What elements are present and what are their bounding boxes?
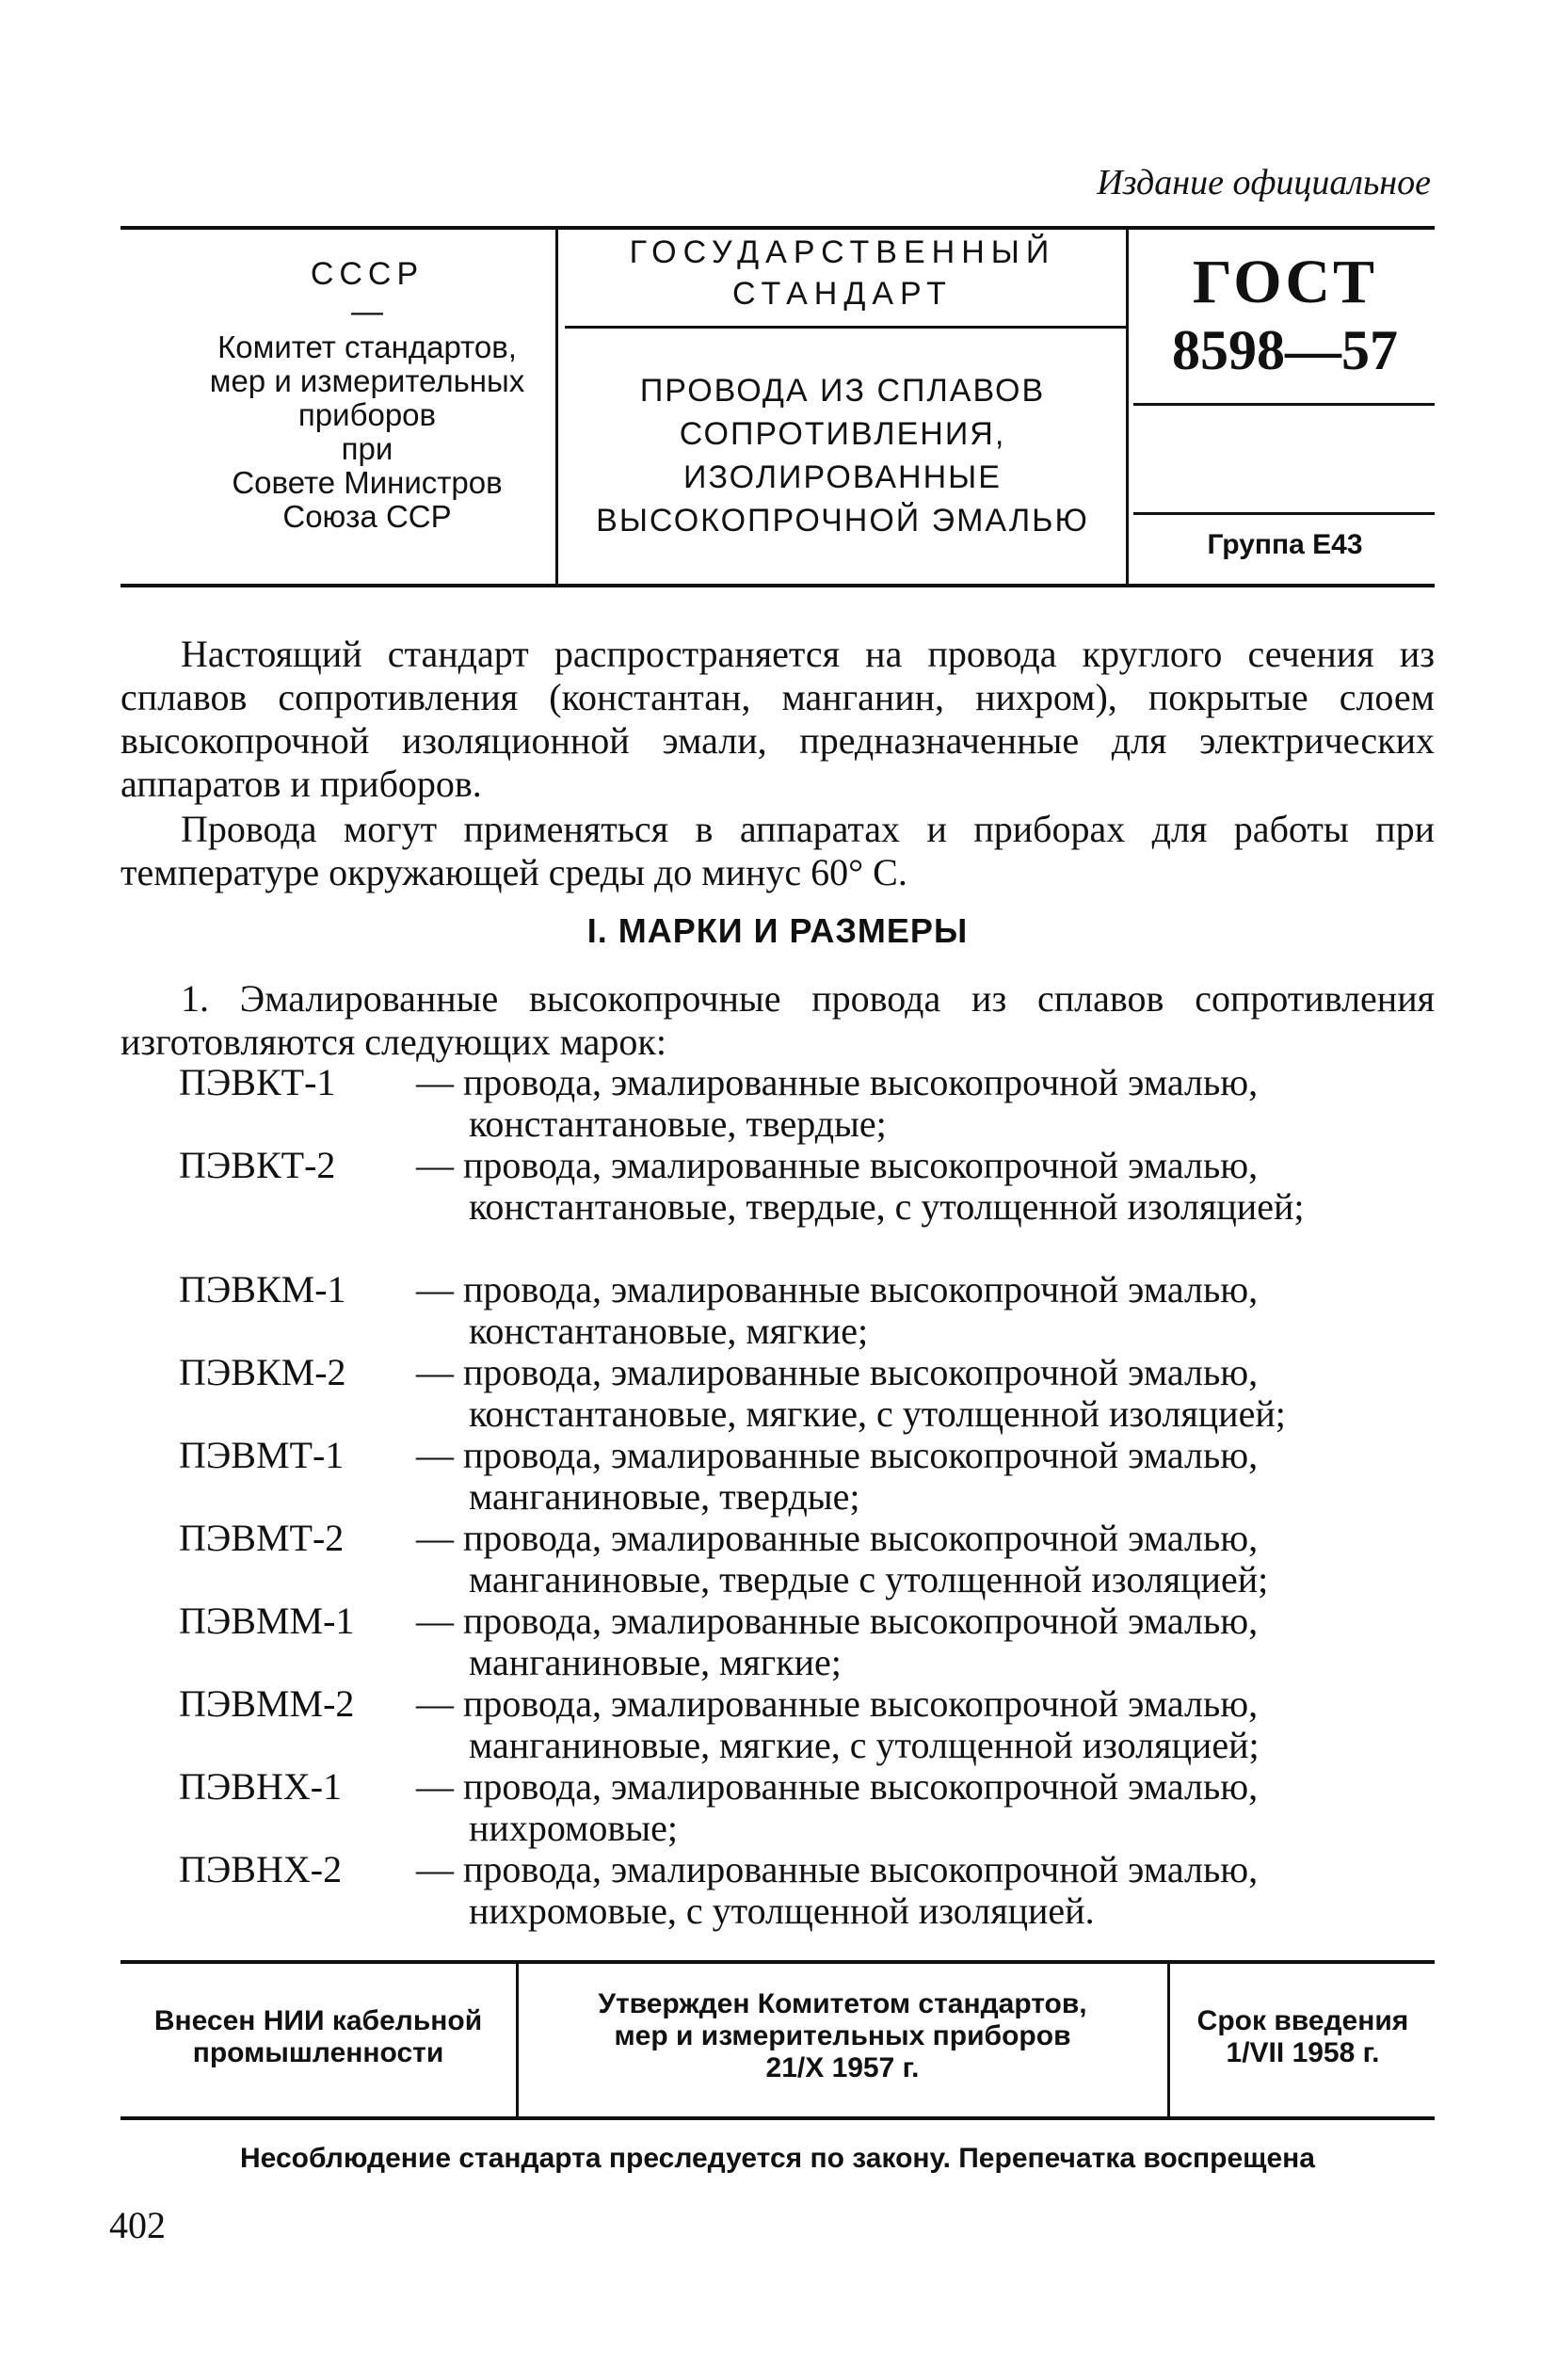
gost-number: 8598—57 (1172, 319, 1398, 381)
grade-rest: константановые, твердые; (469, 1102, 887, 1145)
gost-label: ГОСТ (1192, 248, 1378, 316)
reprint-notice: Несоблюдение стандарта преследуется по закону. Перепечатка воспрещена (240, 2143, 1315, 2174)
header-mid-rule (565, 326, 1126, 329)
approved-by (520, 1988, 1165, 2084)
header-top-rule (120, 226, 1435, 230)
grade-code: ПЭВМТ-2 (179, 1517, 345, 1559)
grade-code: ПЭВМТ-1 (179, 1434, 345, 1476)
title-line: ВЫСОКОПРОЧНОЙ ЭМАЛЬЮ (596, 503, 1089, 539)
grade-code: ПЭВКМ-2 (179, 1351, 346, 1393)
grade-line1: — провода, эмалированные высокопрочной эмалью, (416, 1434, 1259, 1476)
title-line: ИЗОЛИРОВАННЫЕ (683, 459, 1002, 495)
org-line: при (341, 431, 393, 466)
org-line: мер и измерительных (209, 363, 525, 398)
grade-description (416, 1062, 1435, 1145)
org-line: приборов (297, 397, 437, 432)
grade-code: ПЭВНХ-1 (179, 1765, 343, 1808)
org-line: Союза ССР (282, 499, 452, 534)
separator: — (351, 294, 383, 330)
clause-1: 1. Эмалированные высокопрочные провода из сплавов сопротивления изготовляются следующих марок: (120, 977, 1435, 1063)
grade-rest: манганиновые, твердые с утолщенной изоляцией; (469, 1558, 1269, 1600)
approved-line: Утвержден Комитетом стандартов, (598, 1988, 1087, 2019)
grade-item (120, 1849, 1435, 1932)
grade-description (416, 1600, 1435, 1683)
header-right-rule-2 (1133, 512, 1435, 515)
standard-type-line: ГОСУДАРСТВЕННЫЙ (629, 234, 1056, 270)
title-line: ПРОВОДА ИЗ СПЛАВОВ (639, 373, 1046, 409)
grade-description (416, 1145, 1435, 1228)
introduced-line: Внесен НИИ кабельной (153, 2005, 483, 2036)
page-number: 402 (109, 2204, 166, 2246)
grade-description (416, 1766, 1435, 1849)
grade-rest: манганиновые, мягкие, с утолщенной изоляцией; (469, 1724, 1260, 1766)
grade-rest: константановые, твердые, с утолщенной изоляцией; (469, 1185, 1305, 1228)
grade-rest: манганиновые, мягкие; (469, 1641, 842, 1683)
standard-type (560, 232, 1125, 314)
grade-line1: — провода, эмалированные высокопрочной эмалью, (416, 1061, 1259, 1103)
grade-code: ПЭВКТ-1 (179, 1061, 336, 1103)
intro-paragraph-1: Настоящий стандарт распространяется на провода круглого сечения из сплавов сопротивления (константан, манганин, нихром), покрытые слоем высокопрочной изоляционной эмали, предназначенные для электрических аппаратов и приборов. (120, 633, 1435, 805)
grade-line1: — провода, эмалированные высокопрочной эмалью, (416, 1517, 1259, 1559)
group-label: Группа Е43 (1207, 529, 1363, 560)
introduced-line: промышленности (192, 2037, 444, 2068)
grade-item (120, 1766, 1435, 1849)
footer-bottom-rule (120, 2116, 1435, 2120)
effective-line: Срок введения (1196, 2005, 1409, 2036)
effective-date (1171, 2005, 1435, 2069)
footer-divider-left (516, 1964, 519, 2116)
approved-line: 21/X 1957 г. (765, 2052, 920, 2083)
header-divider-right (1126, 230, 1129, 584)
grade-description (416, 1435, 1435, 1518)
grade-rest: нихромовые, с утолщенной изоляцией. (469, 1890, 1095, 1932)
grade-code: ПЭВКТ-2 (179, 1144, 336, 1186)
footer-top-rule (120, 1960, 1435, 1964)
grade-item (120, 1683, 1435, 1766)
grades-list (120, 1062, 1435, 1932)
grade-code: ПЭВНХ-2 (179, 1848, 343, 1890)
edition-label: Издание официальное (1097, 163, 1431, 202)
grade-description (416, 1849, 1435, 1932)
country-label: СССР (310, 256, 425, 292)
grade-rest: константановые, мягкие, с утолщенной изоляцией; (469, 1392, 1286, 1435)
header-bottom-rule (120, 584, 1435, 587)
effective-line: 1/VII 1958 г. (1226, 2037, 1380, 2068)
grade-line1: — провода, эмалированные высокопрочной эмалью, (416, 1600, 1259, 1642)
grade-item (120, 1352, 1435, 1435)
grade-rest: манганиновые, твердые; (469, 1475, 860, 1518)
grade-rest: нихромовые; (469, 1807, 678, 1849)
grade-line1: — провода, эмалированные высокопрочной эмалью, (416, 1268, 1259, 1311)
header-organization (132, 256, 602, 534)
grade-item (120, 1435, 1435, 1518)
grade-line1: — провода, эмалированные высокопрочной эмалью, (416, 1351, 1259, 1393)
footer-divider-right (1167, 1964, 1170, 2116)
standard-type-line: СТАНДАРТ (732, 276, 953, 312)
grade-code: ПЭВКМ-1 (179, 1268, 346, 1311)
org-line: Комитет стандартов, (217, 330, 517, 364)
intro-paragraph-2: Провода могут применяться в аппаратах и приборах для работы при температуре окружающей среды до минус 60° С. (120, 808, 1435, 893)
grade-item (120, 1269, 1435, 1352)
grade-description (416, 1352, 1435, 1435)
org-line: Совете Министров (232, 465, 503, 500)
introduced-by (122, 2005, 514, 2069)
grade-description (416, 1683, 1435, 1766)
grade-line1: — провода, эмалированные высокопрочной эмалью, (416, 1682, 1259, 1725)
grade-description (416, 1518, 1435, 1600)
grade-code: ПЭВММ-2 (179, 1682, 355, 1725)
grade-rest: константановые, мягкие; (469, 1310, 869, 1352)
grade-item (120, 1600, 1435, 1683)
title-line: СОПРОТИВЛЕНИЯ, (679, 416, 1006, 452)
grade-description (416, 1269, 1435, 1352)
approved-line: мер и измерительных приборов (614, 2020, 1071, 2051)
grade-item (120, 1145, 1435, 1269)
standard-title (560, 369, 1125, 542)
grade-code: ПЭВММ-1 (179, 1600, 355, 1642)
grade-item (120, 1518, 1435, 1600)
grade-item (120, 1062, 1435, 1145)
grade-line1: — провода, эмалированные высокопрочной эмалью, (416, 1144, 1259, 1186)
grade-line1: — провода, эмалированные высокопрочной эмалью, (416, 1848, 1259, 1890)
section-title: I. МАРКИ И РАЗМЕРЫ (586, 911, 969, 950)
grade-line1: — провода, эмалированные высокопрочной эмалью, (416, 1765, 1259, 1808)
header-right-rule-1 (1133, 403, 1435, 406)
